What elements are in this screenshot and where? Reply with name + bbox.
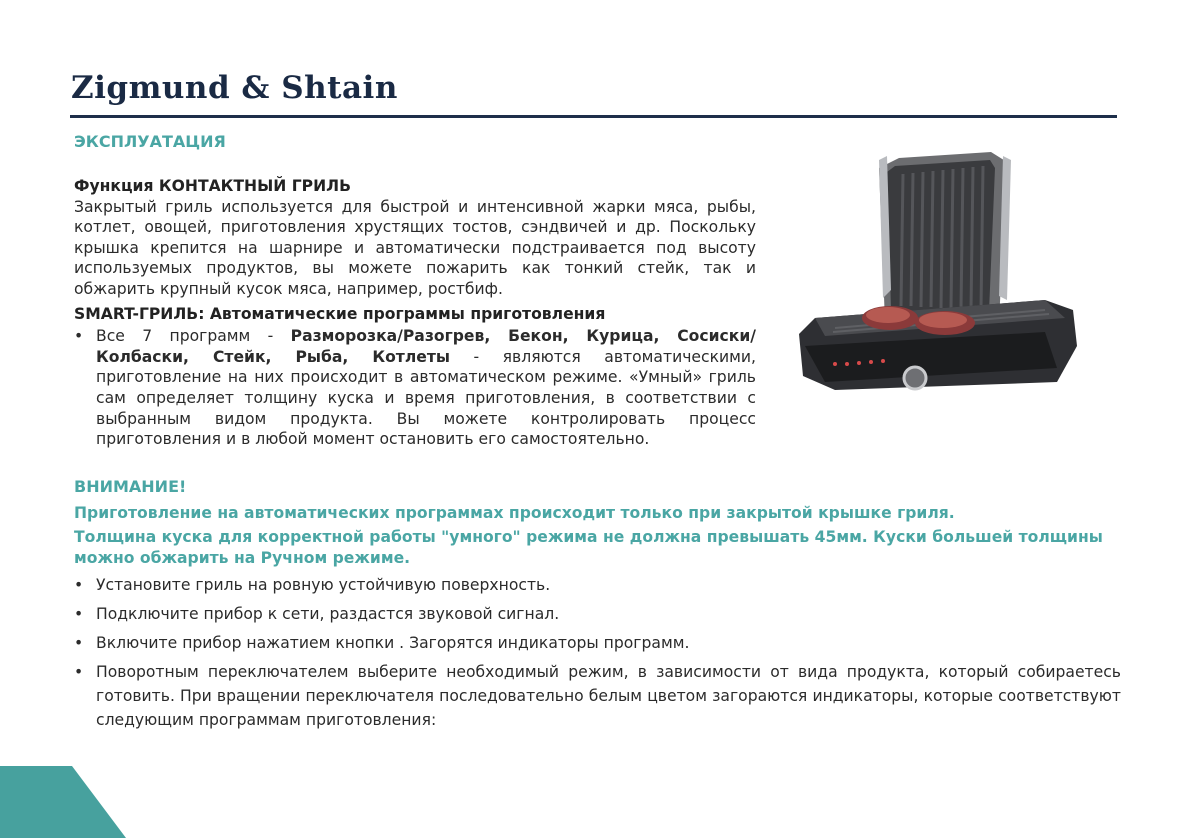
warning-line-2: Толщина куска для корректной работы "умного" режима не должна превышать 45мм. Куски большей толщины можно обжарить на Ручном режиме. (74, 528, 1103, 567)
corner-decoration (0, 766, 126, 838)
program-list: Разморозка/Разогрев, Бекон, Курица, Сосиски/Колбаски, Стейк, Рыба, Котлеты (96, 327, 756, 366)
list-item: • Подключите прибор к сети, раздастся звуковой сигнал. (74, 602, 1121, 626)
smart-grill-bullet (74, 326, 756, 450)
list-item: • Установите гриль на ровную устойчивую поверхность. (74, 573, 1121, 597)
smart-grill-list (74, 326, 756, 450)
contact-grill-heading: Функция КОНТАКТНЫЙ ГРИЛЬ (74, 177, 351, 195)
header-rule (70, 115, 1117, 118)
grill-image (795, 150, 1080, 400)
smart-grill-heading: SMART-ГРИЛЬ: Автоматические программы приготовления (74, 304, 606, 323)
contact-grill-section (74, 176, 756, 450)
steps-list (74, 573, 1121, 737)
section-title: ЭКСПЛУАТАЦИЯ (74, 132, 226, 151)
list-item: • Включите прибор нажатием кнопки . Загорятся индикаторы программ. (74, 631, 1121, 655)
list-item: • Поворотным переключателем выберите необходимый режим, в зависимости от вида продукта, который собираетесь готовить. При вращении переключателя последовательно белым цветом загораются индикаторы, которые соответствуют следующим программам приготовления: (74, 660, 1121, 732)
brand-logo: Zigmund & Shtain (71, 70, 398, 106)
bullet-prefix: Все 7 программ - (96, 327, 291, 346)
bullet-rest: - являются автоматическими, приготовление на них происходит в автоматическом режиме. «Умный» гриль сам определяет толщину куска и время приготовления, в соответствии с выбранным видом продукта. Вы можете контролировать процесс приготовления и в любой момент остановить его самостоятельно. (96, 347, 756, 449)
warning-line-1: Приготовление на автоматических программах происходит только при закрытой крышке гриля. (74, 504, 955, 522)
warning-section (74, 476, 1121, 572)
warning-title: ВНИМАНИЕ! (74, 477, 187, 496)
contact-grill-text: Закрытый гриль используется для быстрой и интенсивной жарки мяса, рыбы, котлет, овощей, приготовления хрустящих тостов, сэндвичей и др. Поскольку крышка крепится на шарнире и автоматически подстраивается под высоту используемых продуктов, вы можете пожарить как тонкий стейк, так и обжарить крупный кусок мяса, например, ростбиф. (74, 197, 756, 298)
